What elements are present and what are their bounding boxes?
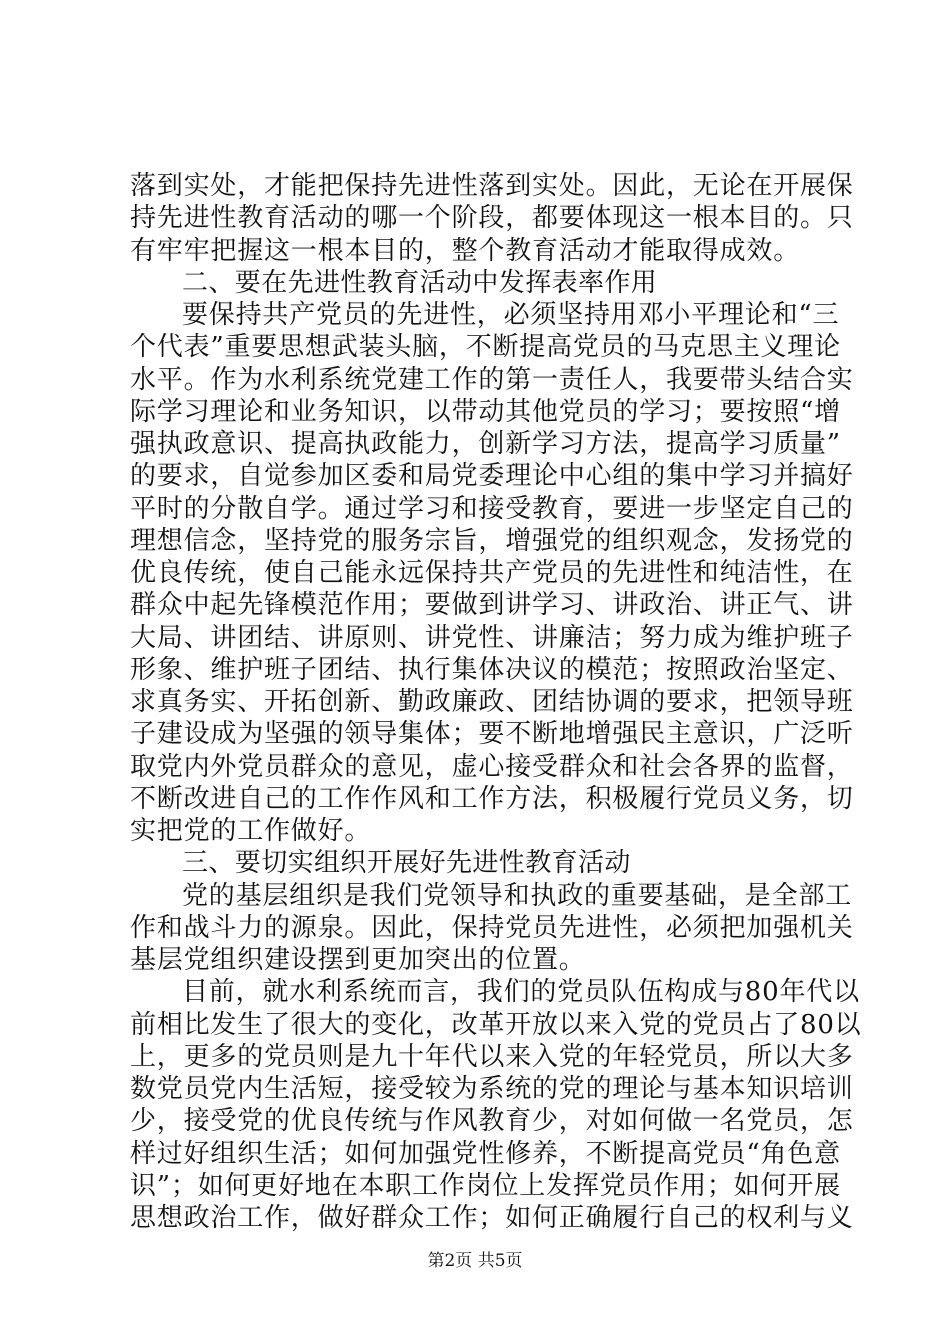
text-line: 党的基层组织是我们党领导和执政的重要基础，是全部工: [182, 880, 853, 911]
text-line: 形象、维护班子团结、执行集体决议的模范；按照政治坚定、: [130, 654, 854, 685]
text-line: 平时的分散自学。通过学习和接受教育，要进一步坚定自己的: [130, 493, 854, 524]
page-number-label: 第2页 共5页: [427, 1251, 523, 1271]
text-line: 不断改进自己的工作作风和工作方法，积极履行党员义务，切: [130, 783, 854, 814]
text-line: 的要求，自觉参加区委和局党委理论中心组的集中学习并搞好: [130, 461, 854, 492]
text-line: 个代表”重要思想武装头脑，不断提高党员的马克思主义理论: [130, 332, 841, 363]
text-line: 有牢牢把握这一根本目的，整个教育活动才能取得成效。: [130, 235, 801, 266]
text-line: 大局、讲团结、讲原则、讲党性、讲廉洁；努力成为维护班子: [130, 622, 854, 653]
text-line: 少，接受党的优良传统与作风教育少，对如何做一名党员，怎: [130, 1106, 854, 1137]
text-line: 作和战斗力的源泉。因此，保持党员先进性，必须把加强机关: [130, 912, 854, 943]
text-line: 落到实处，才能把保持先进性落到实处。因此，无论在开展保: [130, 171, 854, 201]
text-line: 际学习理论和业务知识，以带动其他党员的学习；要按照“增: [130, 396, 841, 427]
text-line: 优良传统，使自己能永远保持共产党员的先进性和纯洁性，在: [130, 558, 854, 588]
text-line: 群众中起先锋模范作用；要做到讲学习、讲政治、讲正气、讲: [130, 590, 854, 621]
text-line: 持先进性教育活动的哪一个阶段，都要体现这一根本目的。只: [130, 203, 854, 234]
text-line: 水平。作为水利系统党建工作的第一责任人，我要带头结合实: [130, 364, 854, 395]
text-line: 识”；如何更好地在本职工作岗位上发挥党员作用；如何开展: [130, 1170, 841, 1201]
text-line: 求真务实、开拓创新、勤政廉政、团结协调的要求，把领导班: [130, 687, 854, 717]
text-line: 前相比发生了很大的变化，改革开放以来入党的党员占了80以: [130, 1009, 862, 1040]
text-line: 理想信念，坚持党的服务宗旨，增强党的组织观念，发扬党的: [130, 525, 854, 556]
text-line: 样过好组织生活；如何加强党性修养，不断提高党员“角色意: [130, 1138, 841, 1169]
text-line: 取党内外党员群众的意见，虚心接受群众和社会各界的监督，: [130, 751, 854, 782]
body-text: [130, 170, 862, 1234]
text-line: 上，更多的党员则是九十年代以来入党的年轻党员，所以大多: [130, 1041, 854, 1072]
text-line: 实把党的工作做好。: [130, 816, 372, 846]
text-line: 子建设成为坚强的领导集体；要不断地增强民主意识，广泛听: [130, 719, 854, 750]
text-line: 要保持共产党员的先进性，必须坚持用邓小平理论和“三: [182, 300, 840, 330]
text-line: 思想政治工作，做好群众工作；如何正确履行自己的权利与义: [130, 1203, 854, 1233]
text-line: 目前，就水利系统而言，我们的党员队伍构成与80年代以: [182, 977, 860, 1008]
text-line: 数党员党内生活短，接受较为系统的党的理论与基本知识培训: [130, 1074, 854, 1104]
text-line: 强执政意识、提高执政能力，创新学习方法，提高学习质量”: [130, 429, 841, 459]
section-heading-2: 二、要在先进性教育活动中发挥表率作用: [182, 267, 658, 298]
text-line: 基层党组织建设摆到更加突出的位置。: [130, 945, 586, 975]
section-heading-3: 三、要切实组织开展好先进性教育活动: [182, 848, 631, 879]
page-footer: [0, 1246, 950, 1271]
